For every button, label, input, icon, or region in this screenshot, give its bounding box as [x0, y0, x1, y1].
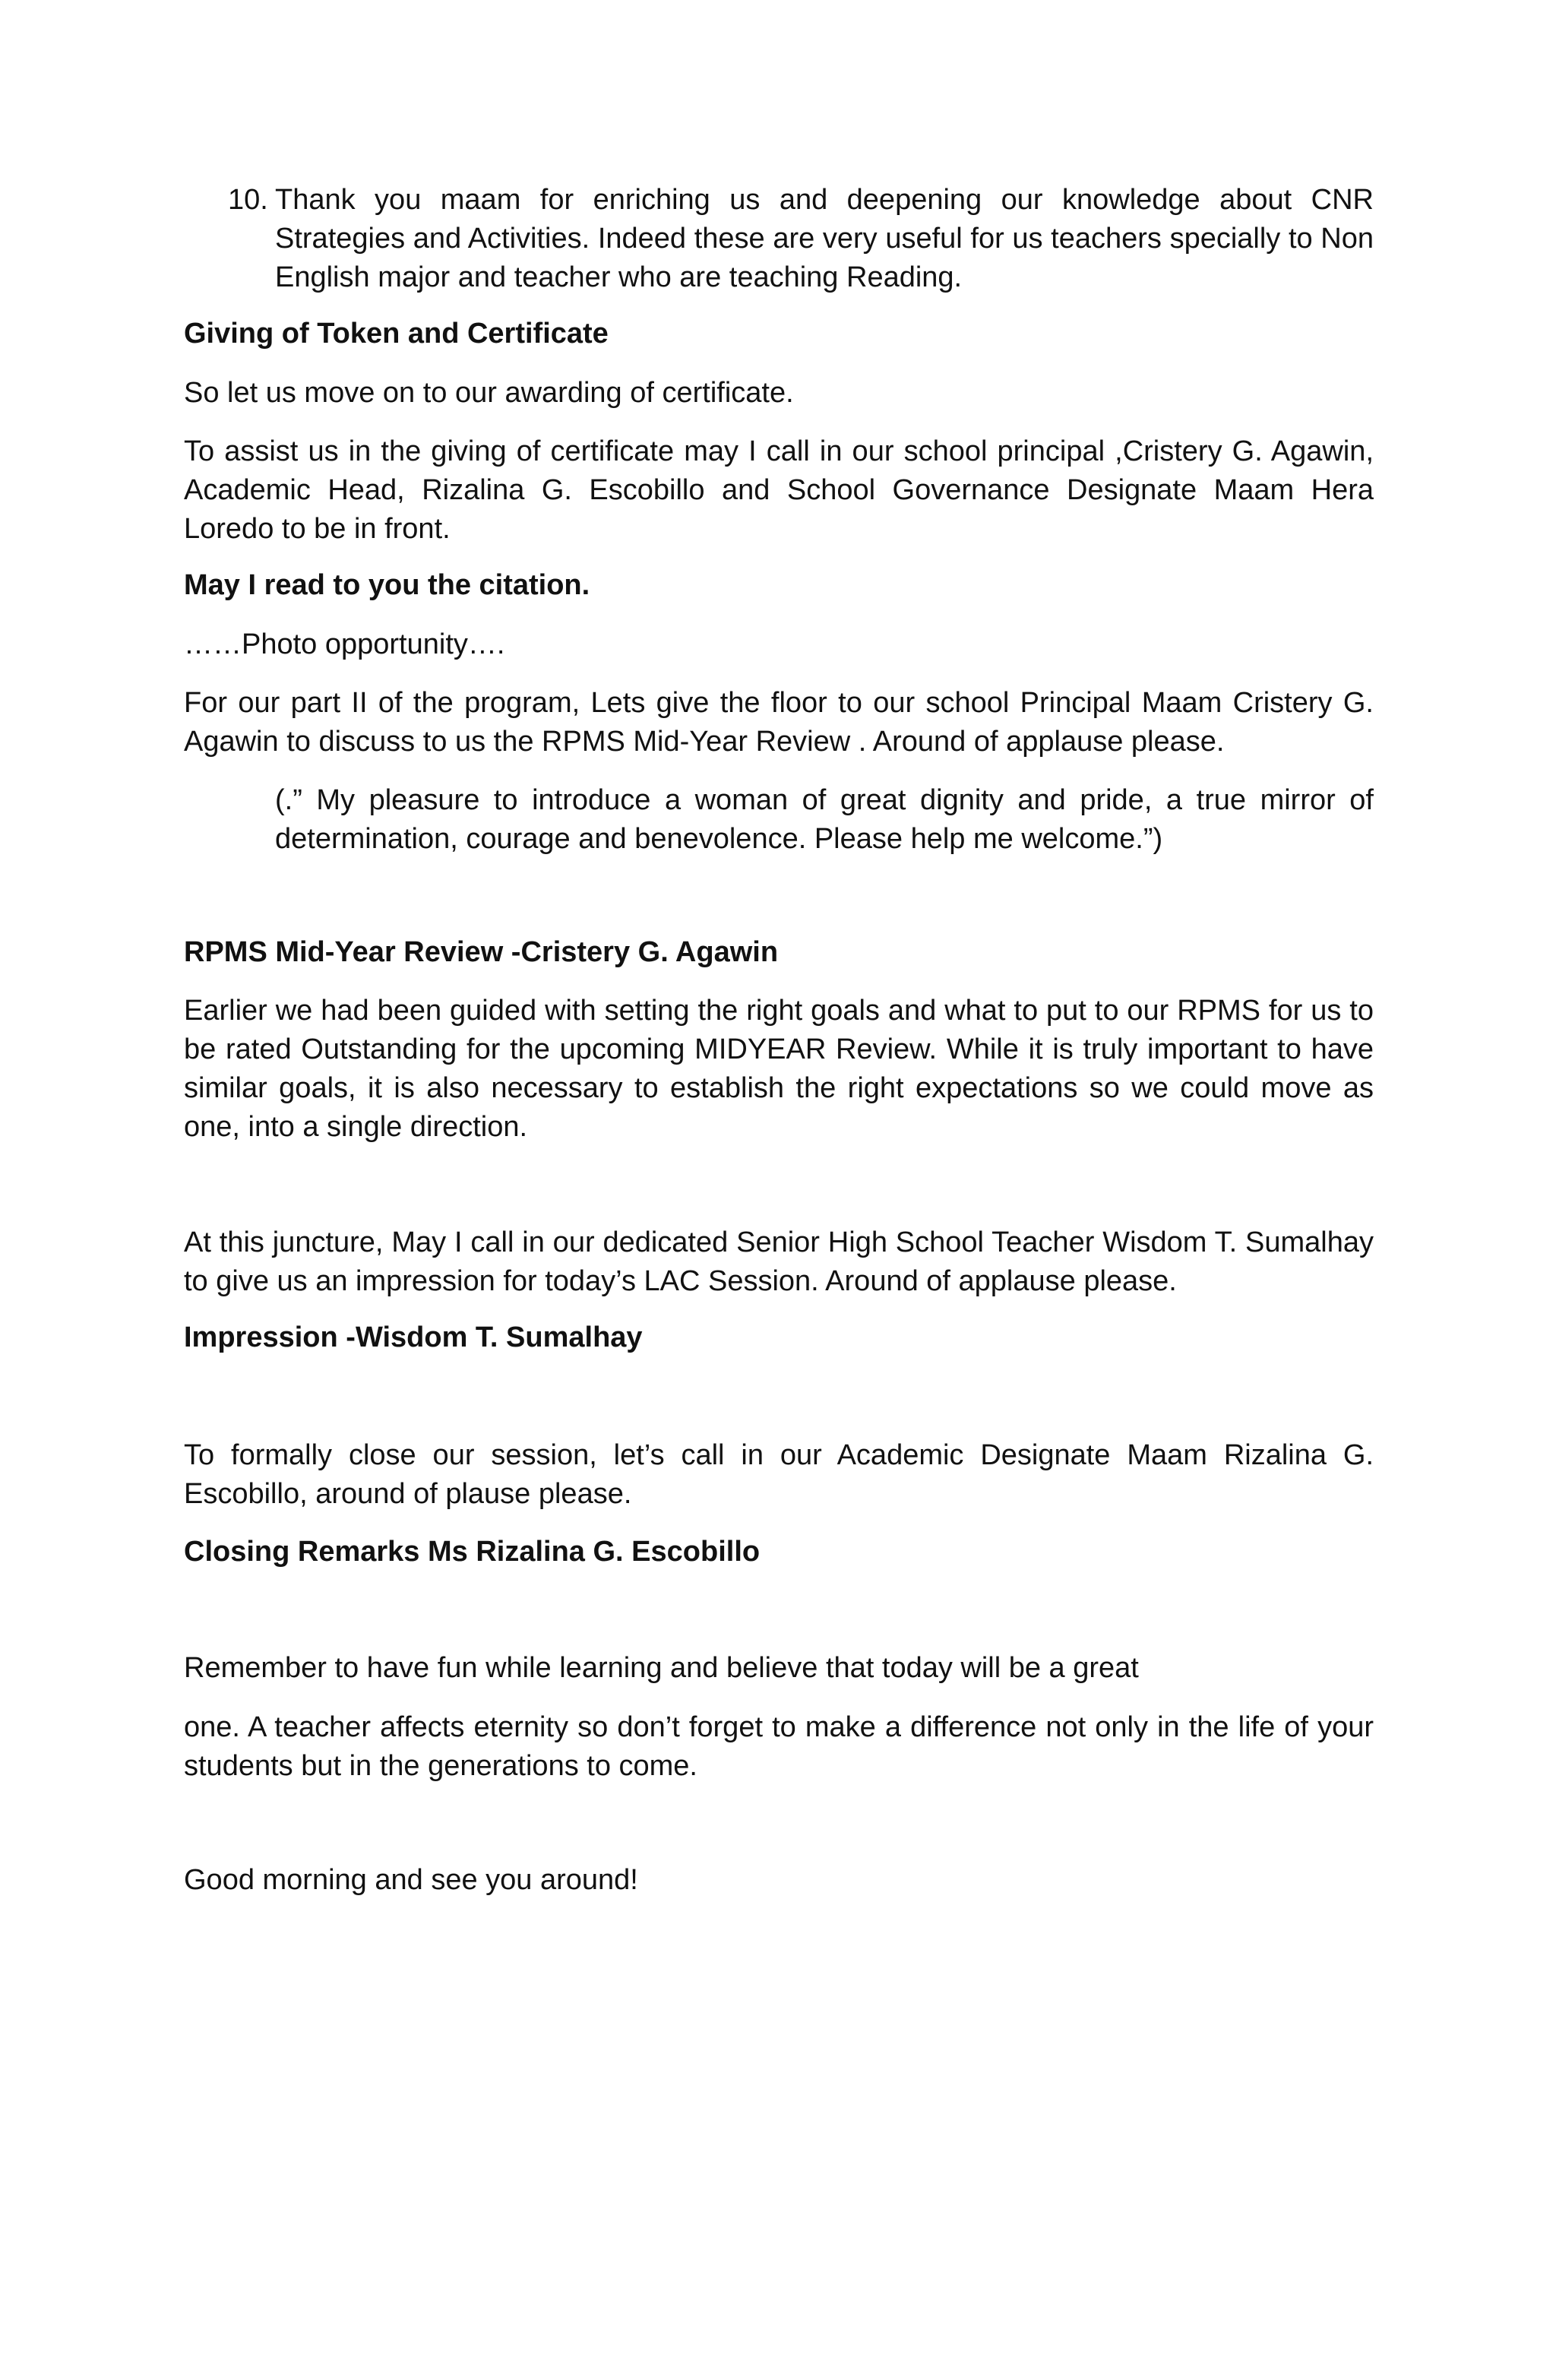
paragraph-teacher-eternity: one. A teacher affects eternity so don’t forget to make a difference not only in the life of your students but in the generations to come.	[184, 1711, 1374, 1782]
paragraph-photo-opportunity: ……Photo opportunity….	[184, 628, 505, 660]
paragraph-close-session: To formally close our session, let’s call in our Academic Designate Maam Rizalina G. Escobillo, around of plause please.	[184, 1439, 1374, 1510]
paragraph-juncture: At this juncture, May I call in our dedicated Senior High School Teacher Wisdom T. Sumalhay to give us an impression for today’s LAC Session. Around of applause please.	[184, 1226, 1374, 1297]
paragraph-quote: (.” My pleasure to introduce a woman of great dignity and pride, a true mirror of determination, courage and benevolence. Please help me welcome.”)	[275, 784, 1374, 855]
heading-closing-remarks: Closing Remarks Ms Rizalina G. Escobillo	[184, 1536, 761, 1568]
paragraph-move-on: So let us move on to our awarding of certificate.	[184, 377, 794, 409]
paragraph-good-morning: Good morning and see you around!	[184, 1864, 638, 1896]
list-number: 10.	[228, 184, 268, 216]
heading-rpms-review: RPMS Mid-Year Review -Cristery G. Agawin	[184, 936, 779, 968]
paragraph-part-two: For our part II of the program, Lets give the floor to our school Principal Maam Cristery G. Agawin to discuss to us the RPMS Mid-Year Review . Around of applause please.	[184, 687, 1374, 758]
list-item-text: Thank you maam for enriching us and deepening our knowledge about CNR Strategies and Activities. Indeed these are very useful for us teachers specially to Non English major and teacher who are teaching Reading.	[275, 184, 1374, 293]
heading-giving-token: Giving of Token and Certificate	[184, 318, 609, 350]
list-item-10	[228, 181, 1374, 297]
paragraph-assist: To assist us in the giving of certificate may I call in our school principal ,Cristery G. Agawin, Academic Head, Rizalina G. Escobillo and School Governance Designate Maam Hera Loredo to be in front.	[184, 435, 1374, 545]
heading-citation: May I read to you the citation.	[184, 569, 590, 601]
paragraph-earlier: Earlier we had been guided with setting the right goals and what to put to our RPMS for us to be rated Outstanding for the upcoming MIDYEAR Review. While it is truly important to have similar goals, it is also necessary to establish the right expectations so we could move as one, into a single direction.	[184, 995, 1374, 1143]
heading-impression: Impression -Wisdom T. Sumalhay	[184, 1321, 643, 1353]
paragraph-remember: Remember to have fun while learning and believe that today will be a great	[184, 1652, 1139, 1684]
